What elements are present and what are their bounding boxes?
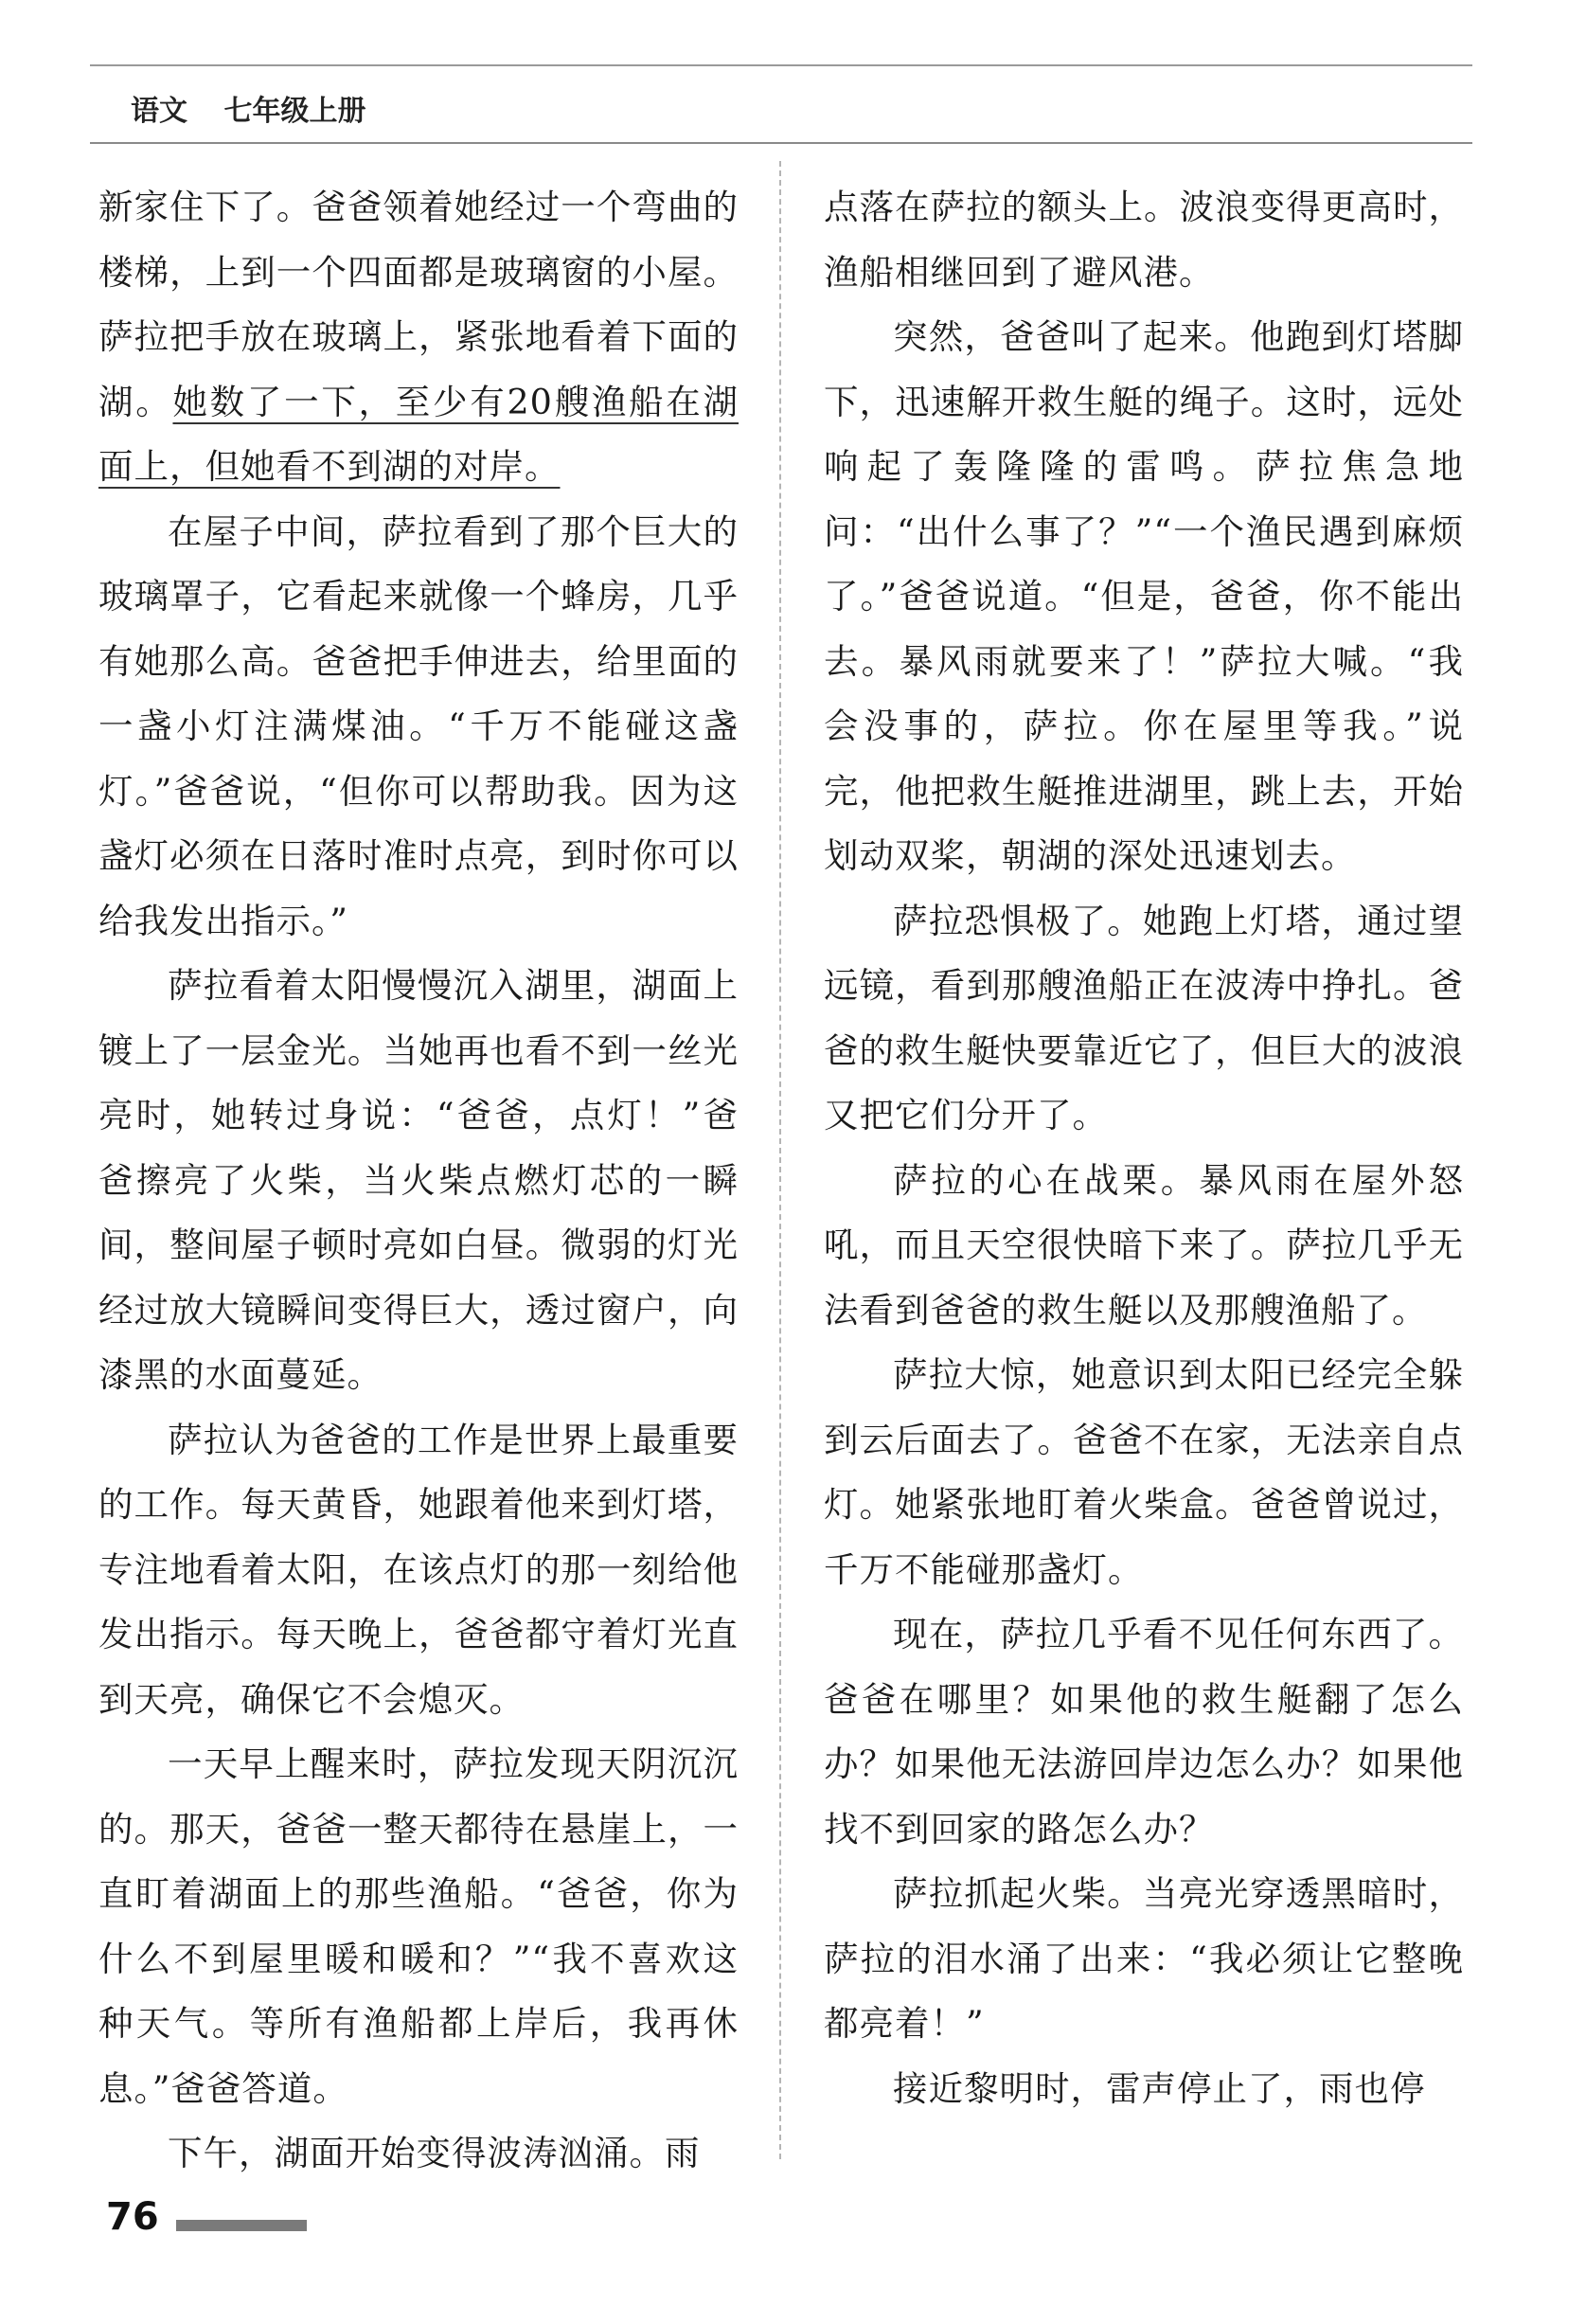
paragraph: 一天早上醒来时，萨拉发现天阴沉沉的。那天，爸爸一整天都待在悬崖上，一直盯着湖面上的那些渔船。“爸爸，你为什么不到屋里暖和暖和？”“我不喜欢这种天气。等所有渔船都上岸后，我再休息。”爸爸答道。	[98, 1743, 739, 2109]
top-rule	[90, 64, 1472, 66]
paragraph: 萨拉认为爸爸的工作是世界上最重要的工作。每天黄昏，她跟着他来到灯塔，专注地看着太阳，在该点灯的那一刻给他发出指示。每天晚上，爸爸都守着灯光直到天亮，确保它不会熄灭。	[98, 1419, 739, 1720]
paragraph	[98, 175, 739, 500]
header-grade: 七年级上册	[223, 95, 366, 128]
paragraph: 接近黎明时，雷声停止了，雨也停	[893, 2067, 1426, 2109]
paragraph: 在屋子中间，萨拉看到了那个巨大的玻璃罩子，它看起来就像一个蜂房，几乎有她那么高。爸爸把手伸进去，给里面的一盏小灯注满煤油。“千万不能碰这盏灯。”爸爸说，“但你可以帮助我。因为这盏灯必须在日落时准时点亮，到时你可以给我发出指示。”	[98, 510, 739, 941]
header-subject: 语文	[131, 95, 187, 128]
column-divider	[779, 161, 781, 2159]
underlined-sentence: 她数了一下，至少有20艘渔船在湖面上，但她看不到湖的对岸。	[98, 381, 740, 487]
paragraph: 萨拉看着太阳慢慢沉入湖里，湖面上镀上了一层金光。当她再也看不到一丝光亮时，她转过身说：“爸爸，点灯！”爸爸擦亮了火柴，当火柴点燃灯芯的一瞬间，整间屋子顿时亮如白昼。微弱的灯光经过放大镜瞬间变得巨大，透过窗户，向漆黑的水面蔓延。	[98, 965, 739, 1395]
paragraph: 萨拉大惊，她意识到太阳已经完全躲到云后面去了。爸爸不在家，无法亲自点灯。她紧张地盯着火柴盒。爸爸曾说过，千万不能碰那盏灯。	[824, 1354, 1464, 1590]
paragraph: 萨拉的心在战栗。暴风雨在屋外怒吼，而且天空很快暗下来了。萨拉几乎无法看到爸爸的救生艇以及那艘渔船了。	[824, 1159, 1464, 1331]
paragraph: 点落在萨拉的额头上。波浪变得更高时，渔船相继回到了避风港。	[824, 187, 1464, 293]
paragraph: 萨拉抓起火柴。当亮光穿透黑暗时，萨拉的泪水涌了出来：“我必须让它整晚都亮着！”	[824, 1873, 1464, 2044]
page-header	[131, 87, 365, 129]
paragraph: 萨拉恐惧极了。她跑上灯塔，通过望远镜，看到那艘渔船正在波涛中挣扎。爸爸的救生艇快要靠近它了，但巨大的波浪又把它们分开了。	[824, 900, 1464, 1135]
paragraph-text: 新家住下了。爸爸领着她经过一个弯曲的楼梯，上到一个四面都是玻璃窗的小屋。萨拉把手放在玻璃上，紧张地看着下面的湖。	[98, 187, 739, 422]
right-text-column	[824, 175, 1464, 2121]
paragraph: 突然，爸爸叫了起来。他跑到灯塔脚下，迅速解开救生艇的绳子。这时，远处响起了轰隆隆的雷鸣。萨拉焦急地问：“出什么事了？”“一个渔民遇到麻烦了。”爸爸说道。“但是，爸爸，你不能出去。暴风雨就要来了！”萨拉大喊。“我会没事的，萨拉。你在屋里等我。”说完，他把救生艇推进湖里，跳上去，开始划动双桨，朝湖的深处迅速划去。	[824, 316, 1464, 876]
page-number: 76	[106, 2195, 159, 2239]
paragraph: 下午，湖面开始变得波涛汹涌。雨	[168, 2133, 701, 2173]
page-number-bar	[176, 2220, 307, 2231]
header-rule	[90, 142, 1472, 144]
paragraph: 现在，萨拉几乎看不见任何东西了。爸爸在哪里？如果他的救生艇翻了怎么办？如果他无法游回岸边怎么办？如果他找不到回家的路怎么办？	[824, 1614, 1464, 1850]
left-text-column	[98, 175, 739, 2187]
